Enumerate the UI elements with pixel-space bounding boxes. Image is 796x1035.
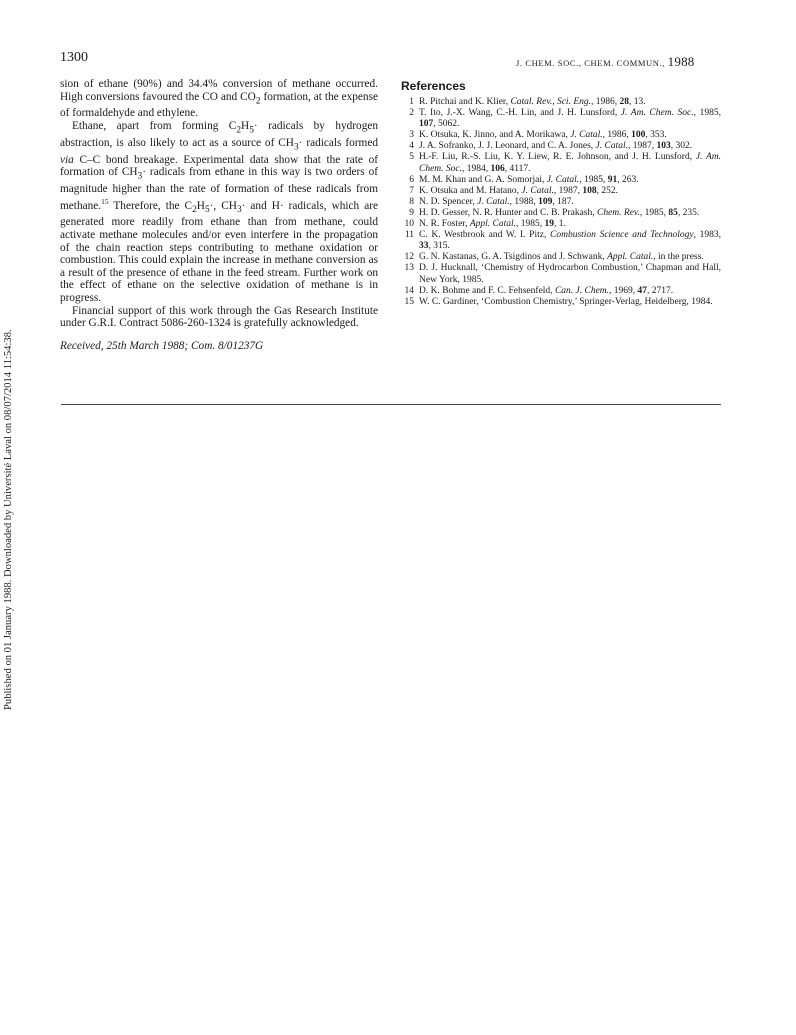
journal-header [516, 54, 694, 70]
reference-number: 13 [404, 263, 414, 274]
reference-item [401, 130, 721, 141]
reference-number: 9 [409, 207, 414, 218]
journal-name: Can. J. Chem. [554, 285, 610, 296]
text-run: sion of ethane (90%) and 34.4% conversion of methane occurred. High conversions favoured the CO and CO [60, 78, 378, 103]
reference-run: C. K. Westbrook and W. I. Pitz, [419, 230, 550, 241]
reference-run: , 353. [645, 130, 667, 141]
page-number: 1300 [60, 50, 88, 65]
reference-run: , 1987, [628, 141, 657, 152]
reference-run: H. D. Gesser, N. R. Hunter and C. B. Prakash, [419, 207, 597, 218]
volume-number: 109 [538, 196, 553, 207]
reference-text [419, 263, 721, 285]
text-run: · radicals formed [298, 136, 378, 149]
journal-name: J. Catal. [521, 185, 554, 196]
reference-text [419, 219, 721, 230]
reference-number: 14 [404, 285, 414, 296]
reference-run: , 1969, [609, 285, 638, 296]
volume-number: 91 [607, 174, 618, 185]
text-run: ·, CH [209, 199, 237, 212]
text-run: · radicals by hydrogen abstraction, is also likely to act as a source of CH [60, 120, 379, 149]
reference-run: J. A. Sofranko, J. J. Leonard, and C. A. Jones, [419, 141, 596, 152]
text-run: H [196, 199, 205, 212]
reference-run: , 187. [552, 196, 574, 207]
journal-name: Catal. Rev., Sci. Eng. [510, 97, 591, 107]
reference-text [419, 208, 721, 219]
italic-text: via [60, 153, 74, 166]
journal-name: J. Am. Chem. Soc. [419, 152, 721, 174]
text-run: C–C bond breakage. Experimental data show that the rate of formation of CH [60, 153, 378, 179]
journal-title: J. CHEM. SOC., CHEM. COMMUN., [516, 58, 665, 68]
reference-run: , 263. [617, 174, 639, 185]
journal-name: Combustion Science and Technology [550, 230, 694, 241]
reference-run: G. N. Kastanas, G. A. Tsigdinos and J. Schwank, [419, 252, 608, 263]
journal-name: J. Am. Chem. Soc. [620, 108, 694, 119]
bottom-divider [61, 404, 721, 405]
reference-run: M. M. Khan and G. A. Somorjai, [419, 174, 547, 185]
journal-name: J. Catal. [477, 196, 510, 207]
reference-run: , in the press. [653, 252, 704, 263]
reference-text [419, 97, 721, 108]
subscript: 2 [255, 95, 261, 106]
reference-run: K. Otsuka and M. Hatano, [419, 185, 522, 196]
reference-run: , 13. [629, 97, 646, 107]
article-body [60, 78, 378, 352]
paragraph-acknowledgement: Financial support of this work through the Gas Research Institute under G.R.I. Contract 5086-260-1324 is gratefully acknowledged. [60, 304, 378, 330]
reference-run: D. K. Bohme and F. C. Fehsenfeld, [419, 285, 555, 296]
reference-item [401, 286, 721, 297]
reference-run: , 4117. [504, 163, 531, 174]
subscript: 5 [249, 125, 254, 136]
reference-number: 10 [404, 219, 414, 230]
reference-number: 2 [409, 108, 414, 119]
text-run: formation, at the expense of formaldehyde and ethylene. [60, 90, 378, 120]
reference-item [401, 186, 721, 197]
reference-item [401, 197, 721, 208]
reference-item [401, 208, 721, 219]
volume-number: 19 [544, 219, 555, 230]
reference-number: 7 [409, 185, 414, 196]
reference-run: , 1987, [553, 185, 583, 196]
reference-item [401, 219, 721, 230]
subscript: 3 [236, 204, 242, 215]
reference-run: , 235. [677, 207, 700, 218]
journal-name: J. Catal. [595, 141, 628, 152]
reference-item [401, 263, 721, 285]
reference-text [419, 130, 721, 141]
received-line: Received, 25th March 1988; Com. 8/01237G [60, 339, 264, 352]
text-run: H [241, 120, 250, 133]
reference-run: , 1985, [579, 174, 608, 185]
reference-run: , 1984, [462, 163, 491, 174]
reference-text [419, 197, 721, 208]
reference-run: , 1988, [509, 196, 539, 207]
reference-run: H.-F. Liu, R.-S. Liu, K. Y. Liew, R. E. Johnson, and J. H. Lunsford, [419, 152, 696, 163]
reference-text [419, 175, 721, 186]
volume-number: 107 [419, 119, 434, 130]
volume-number: 28 [619, 97, 629, 107]
reference-item [401, 252, 721, 263]
reference-text [419, 286, 721, 297]
reference-number: 12 [404, 252, 414, 263]
reference-item [401, 230, 721, 252]
journal-name: J. Catal. [546, 174, 580, 185]
reference-item [401, 175, 721, 186]
journal-year: 1988 [667, 54, 695, 69]
reference-text [419, 108, 721, 130]
text-run: · radicals from ethane in this way is two orders of magnitude higher than the rate of formation of these radicals from methane. [60, 166, 378, 212]
volume-number: 100 [631, 130, 646, 141]
reference-run: , 1983, [693, 230, 721, 241]
reference-number: 1 [409, 97, 414, 107]
reference-item [401, 152, 721, 174]
reference-run: D. J. Hucknall, ‘Chemistry of Hydrocarbon Combustion,’ Chapman and Hall, New York, 1985. [419, 263, 721, 285]
reference-text [419, 252, 721, 263]
volume-number: 85 [668, 207, 678, 218]
text-run: Ethane, apart from forming C [72, 120, 237, 133]
reference-run: , 2717. [647, 285, 674, 296]
reference-text [419, 230, 721, 252]
reference-number: 15 [404, 296, 414, 307]
reference-run: W. C. Gardiner, ‘Combustion Chemistry,’ Springer-Verlag, Heidelberg, 1984. [419, 296, 713, 307]
reference-run: , 5062. [433, 119, 460, 130]
volume-number: 47 [637, 285, 648, 296]
reference-number: 6 [409, 174, 414, 185]
paragraph-discussion [60, 120, 378, 304]
reference-number: 11 [404, 230, 414, 241]
subscript: 2 [192, 204, 197, 215]
reference-item [401, 141, 721, 152]
reference-number: 4 [409, 141, 414, 152]
paragraph-results [60, 78, 378, 120]
volume-number: 33 [419, 241, 429, 252]
reference-item [401, 97, 721, 108]
journal-name: J. Catal. [570, 130, 603, 141]
reference-number: 8 [409, 196, 414, 207]
citation-ref[interactable]: 15 [101, 196, 109, 206]
subscript: 3 [293, 142, 299, 153]
reference-text [419, 141, 721, 152]
subscript: 5 [204, 204, 210, 215]
reference-text [419, 186, 721, 197]
text-run: · and H· radicals, which are generated more readily from ethane than from methane, could activate methane molecules and/or even interfere in the propagation of the chain reaction steps contributing to methane oxidation or combustion. This could explain the increase in methane conversion as a result of the presence of ethane in the feed stream. Further work on the effect of ethane on the selective oxidation of methane is in progress. [60, 199, 378, 304]
reference-run: K. Otsuka, K. Jinno, and A. Morikawa, [419, 130, 571, 141]
reference-item [401, 297, 721, 308]
volume-number: 108 [582, 185, 597, 196]
references-heading: References [401, 79, 466, 93]
reference-run: R. Pitchai and K. Klier, [419, 97, 511, 107]
journal-name: Appl. Catal. [607, 252, 654, 263]
reference-run: , 315. [428, 241, 450, 252]
journal-name: Chem. Rev. [597, 207, 640, 218]
reference-run: , 302. [670, 141, 693, 152]
reference-run: T. Ito, J.-X. Wang, C.-H. Lin, and J. H. Lunsford, [419, 108, 621, 119]
reference-text [419, 297, 721, 308]
subscript: 2 [236, 125, 242, 136]
reference-number: 5 [409, 152, 414, 163]
subscript: 3 [137, 171, 143, 182]
volume-number: 106 [490, 163, 505, 174]
references-section [401, 79, 721, 308]
reference-run: , 1985, [516, 219, 545, 230]
reference-number: 3 [409, 130, 414, 141]
text-run: Therefore, the C [108, 199, 193, 212]
reference-run: , 252. [596, 185, 618, 196]
reference-run: N. R. Foster, [419, 219, 470, 230]
reference-run: , 1985, [639, 207, 669, 218]
reference-run: , 1986, [591, 97, 620, 107]
download-stamp: Published on 01 January 1988. Downloaded by Université Laval on 08/07/2014 11:54:38. [3, 329, 14, 710]
reference-run: , 1. [554, 219, 566, 230]
reference-list [401, 97, 721, 308]
journal-name: Appl. Catal. [469, 219, 517, 230]
reference-text [419, 152, 721, 174]
reference-run: , 1985, [693, 108, 721, 119]
reference-item [401, 108, 721, 130]
reference-run: , 1986, [602, 130, 632, 141]
volume-number: 103 [656, 141, 671, 152]
reference-run: N. D. Spencer, [419, 196, 478, 207]
